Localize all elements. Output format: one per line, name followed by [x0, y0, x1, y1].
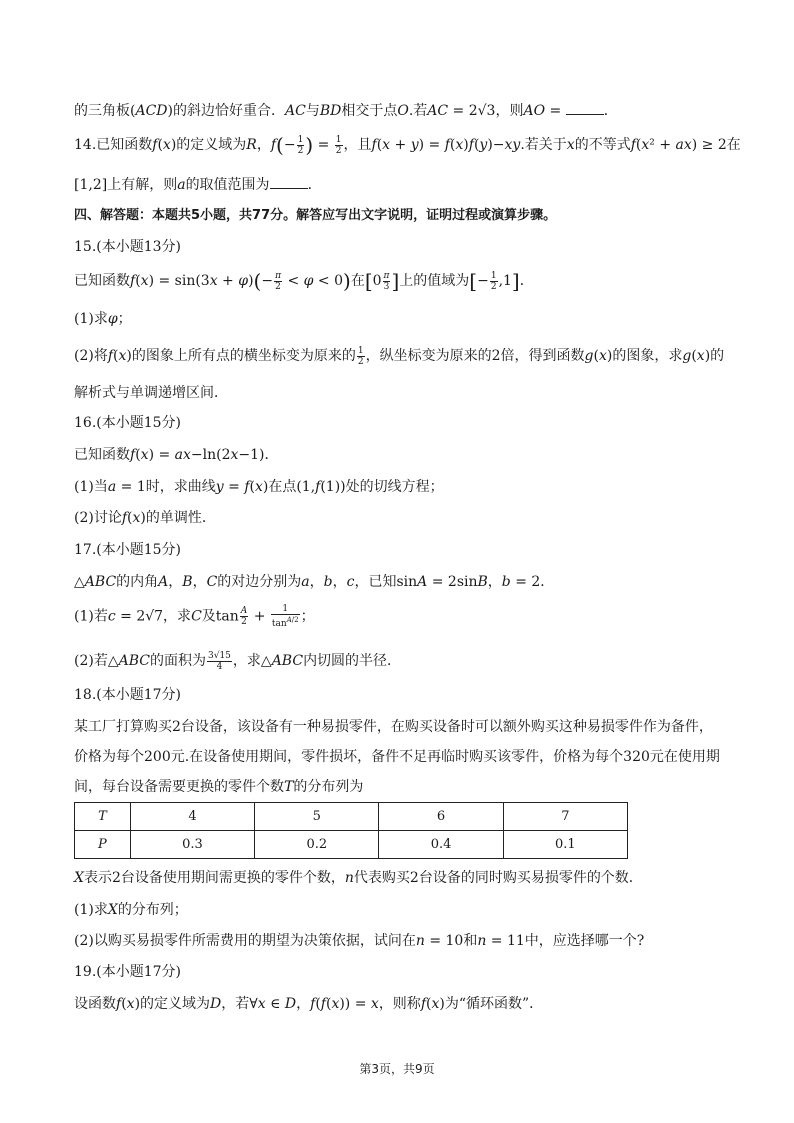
table-cell: 4	[130, 803, 254, 831]
question-18-line-3: 间，每台设备需要更换的零件个数T的分布列为	[74, 779, 364, 795]
question-14: 14.已知函数f(x)的定义域为R，f(− $\frac{1}{2}$ ) = $\frac{1}{2}$ ，且f(x + y) = f(x)f(y)−xy.若关于x的不等式f(x² + ax) ≥ 2在	[74, 133, 741, 157]
question-17-part-2: (2)若△ABC的面积为 $\frac{3√15}{4}$ ，求△ABC内切圆的半径．	[74, 650, 402, 672]
question-16-part-1: (1)当a = 1时，求曲线y = f(x)在点(1,f(1))处的切线方程；	[74, 479, 444, 495]
question-16-header: 16.(本小题15分)	[74, 415, 182, 431]
question-17-part-1: (1)若c = 2√7，求C及tan $\frac{A}{2}$ + $\frac{1}{\tan^{A/2}}$ ；	[74, 604, 315, 629]
section-heading: 四、解答题：本题共5小题，共77分。解答应写出文字说明，证明过程或演算步骤。	[74, 208, 557, 223]
question-18-part-1: (1)求X的分布列；	[74, 902, 188, 918]
question-14-cont: [1,2]上有解，则a的取值范围为 ．	[74, 174, 724, 196]
table-row	[75, 803, 628, 831]
question-18-header: 18.(本小题17分)	[74, 687, 182, 703]
question-15-part-2: (2)将f(x)的图象上所有点的横坐标变为原来的 $\frac{1}{2}$ ，纵坐标变为原来的2倍，得到函数g(x)的图象，求g(x)的	[74, 345, 725, 367]
question-16-part-2: (2)讨论f(x)的单调性．	[74, 510, 216, 526]
table-cell: 0.3	[130, 831, 254, 859]
question-15-part-1: (1)求φ；	[74, 311, 132, 327]
question-18-part-2: (2)以购买易损零件所需费用的期望为决策依据，试问在n = 10和n = 11中，应选择哪一个?	[74, 933, 645, 949]
question-17-header: 17.(本小题15分)	[74, 542, 182, 558]
table-row	[75, 831, 628, 859]
table-cell: 5	[255, 803, 379, 831]
answer-blank	[270, 174, 308, 189]
question-15: 已知函数f(x) = sin(3x + φ)(− $\frac{\pi}{2}$ < φ < 0)在[0 $\frac{\pi}{3}$ ]上的值域为[− $\frac{1}{2}$ ,1]．	[74, 269, 534, 293]
table-cell: P	[75, 831, 131, 859]
table-cell: 0.4	[379, 831, 503, 859]
question-17: △ABC的内角A，B，C的对边分别为a，b，c，已知sinA = 2sinB，b = 2．	[74, 574, 555, 590]
question-19-header: 19.(本小题17分)	[74, 964, 182, 980]
table-cell: 6	[379, 803, 503, 831]
question-16: 已知函数f(x) = ax−ln(2x−1)．	[74, 447, 279, 463]
table-cell: 0.1	[503, 831, 627, 859]
table-cell: 0.2	[255, 831, 379, 859]
table-cell: T	[75, 803, 131, 831]
distribution-table	[74, 802, 628, 859]
text-line-1: 的三角板(ACD)的斜边恰好重合．AC与BD相交于点O.若AC = 2√3，则AO = ．	[74, 100, 724, 122]
question-18-line-4: X表示2台设备使用期间需更换的零件个数，n代表购买2台设备的同时购买易损零件的个数．	[74, 870, 643, 886]
question-18-line-2: 价格为每个200元.在设备使用期间，零件损坏，备件不足再临时购买该零件，价格为每个320元在使用期	[74, 749, 720, 765]
page-footer: 第3页，共9页	[359, 1062, 435, 1076]
answer-blank	[566, 100, 604, 115]
question-18-line-1: 某工厂打算购买2台设备，该设备有一种易损零件，在购买设备时可以额外购买这种易损零件作为备件，	[74, 719, 713, 735]
table-cell: 7	[503, 803, 627, 831]
question-15-part-2-cont: 解析式与单调递增区间．	[74, 385, 228, 401]
question-15-header: 15.(本小题13分)	[74, 239, 182, 255]
question-19: 设函数f(x)的定义域为D，若∀x ∈ D，f(f(x)) = x，则称f(x)为“循环函数”．	[74, 996, 544, 1012]
